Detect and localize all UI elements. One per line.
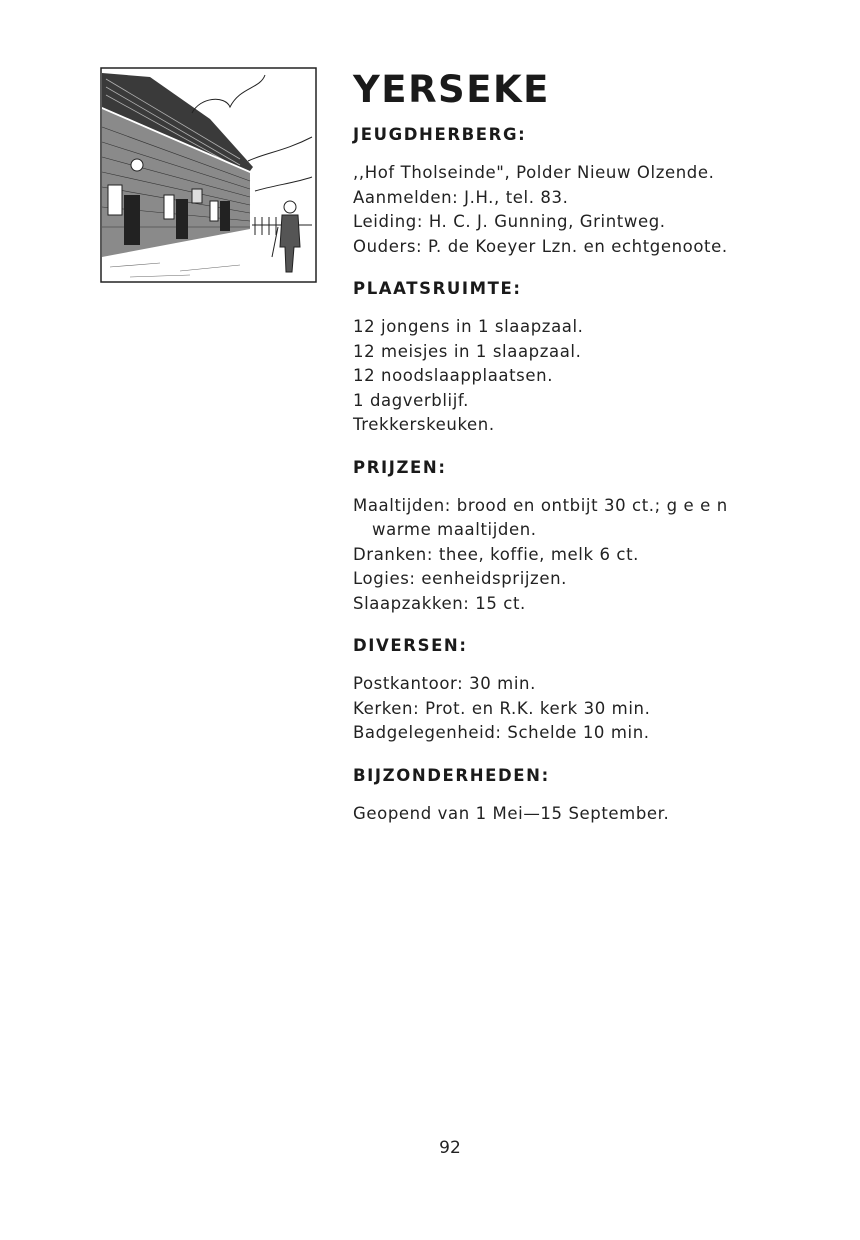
section-heading: DIVERSEN: xyxy=(353,636,468,655)
list-item: 12 meisjes in 1 slaapzaal. xyxy=(353,341,582,361)
section-heading: BIJZONDERHEDEN: xyxy=(353,765,550,785)
section-prijzen xyxy=(353,457,833,617)
hostel-illustration xyxy=(100,67,317,283)
section-heading: PRIJZEN: xyxy=(353,457,447,477)
farmhouse-illustration-icon xyxy=(100,67,317,283)
section-diversen xyxy=(353,635,833,746)
list-item: Maaltijden: brood en ontbijt 30 ct.; g e e n xyxy=(353,495,728,515)
list-item: Postkantoor: 30 min. xyxy=(353,674,536,693)
registration-line: Aanmelden: J.H., tel. 83. xyxy=(353,187,569,207)
wardens-line: Ouders: P. de Koeyer Lzn. en echtgenoote. xyxy=(353,236,728,256)
list-item: 12 jongens in 1 slaapzaal. xyxy=(353,317,584,336)
list-item: 1 dagverblijf. xyxy=(353,390,469,410)
list-item: Badgelegenheid: Schelde 10 min. xyxy=(353,723,650,742)
hostel-name-line: ,,Hof Tholseinde", Polder Nieuw Olzende. xyxy=(353,163,715,182)
section-heading: PLAATSRUIMTE: xyxy=(353,279,522,298)
section-jeugdherberg xyxy=(353,124,833,259)
section-heading: JEUGDHERBERG: xyxy=(353,125,527,144)
list-item: 12 noodslaapplaatsen. xyxy=(353,366,554,385)
section-plaatsruimte xyxy=(353,278,833,438)
page-title: YERSEKE xyxy=(353,68,550,111)
list-item: Slaapzakken: 15 ct. xyxy=(353,593,526,613)
list-item: Kerken: Prot. en R.K. kerk 30 min. xyxy=(353,698,651,718)
hostel-entry xyxy=(353,60,833,826)
list-item: Geopend van 1 Mei—15 September. xyxy=(353,803,670,823)
management-line: Leiding: H. C. J. Gunning, Grintweg. xyxy=(353,212,666,231)
list-item: Logies: eenheidsprijzen. xyxy=(353,569,567,588)
page-number: 92 xyxy=(439,1138,461,1158)
list-item-continuation: warme maaltijden. xyxy=(372,520,537,539)
section-bijzonderheden xyxy=(353,765,833,827)
list-item: Trekkerskeuken. xyxy=(353,415,495,434)
list-item: Dranken: thee, koffie, melk 6 ct. xyxy=(353,544,639,564)
